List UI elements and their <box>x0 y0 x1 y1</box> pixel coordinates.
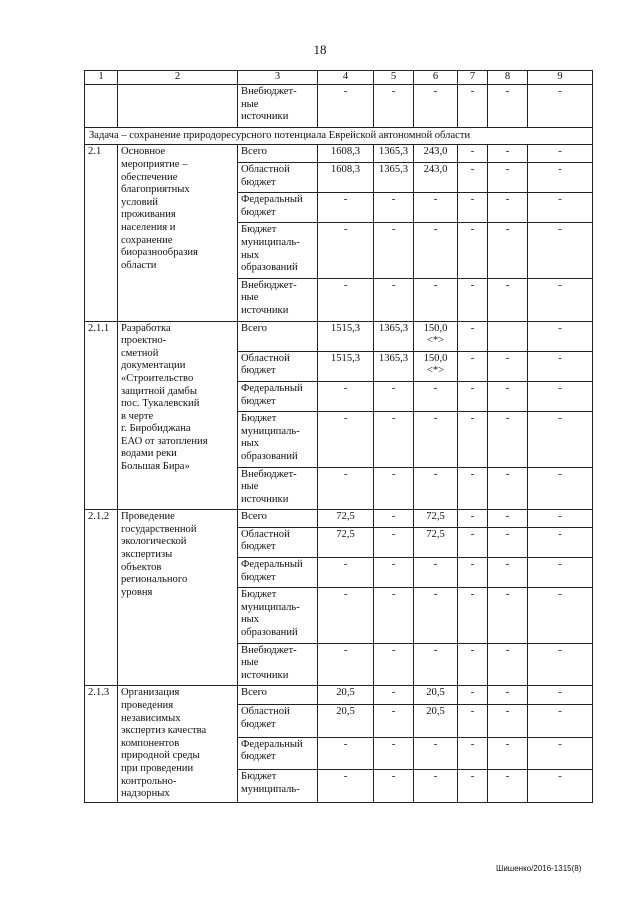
value-cell: - <box>414 588 458 643</box>
value-cell: - <box>374 588 414 643</box>
header-cell: 4 <box>318 71 374 85</box>
value-cell: - <box>458 588 488 643</box>
item-name: Разработка проектно- сметной документации «Строительство защитной дамбы пос. Тукалевский в черте г. Биробиджана ЕАО от затопления водами реки Большая Бира» <box>118 321 238 510</box>
value-cell: 150,0 <*> <box>414 351 458 381</box>
value-cell: 20,5 <box>318 686 374 705</box>
value-cell: - <box>528 193 593 223</box>
header-cell: 7 <box>458 71 488 85</box>
value-cell: - <box>458 467 488 510</box>
value-cell: - <box>318 85 374 128</box>
item-number: 2.1.3 <box>85 686 118 802</box>
header-cell: 3 <box>238 71 318 85</box>
header-row <box>85 71 593 85</box>
value-cell: - <box>414 381 458 411</box>
value-cell: - <box>374 770 414 802</box>
value-cell: - <box>488 381 528 411</box>
value-cell: - <box>528 162 593 192</box>
value-cell: - <box>374 412 414 467</box>
value-cell: - <box>488 85 528 128</box>
source-cell: Внебюджет- ные источники <box>238 467 318 510</box>
table-row <box>85 686 593 705</box>
value-cell: - <box>488 278 528 321</box>
item-name: Организация проведения независимых экспертиз качества компонентов природной среды при проведении контрольно- надзорных <box>118 686 238 802</box>
value-cell: 1365,3 <box>374 321 414 351</box>
value-cell: - <box>318 643 374 686</box>
value-cell: - <box>374 558 414 588</box>
value-cell: - <box>414 467 458 510</box>
value-cell: - <box>318 467 374 510</box>
value-cell: - <box>374 467 414 510</box>
document-code: Шишенко/2016-1315(8) <box>496 864 582 873</box>
value-cell: - <box>414 85 458 128</box>
table-row <box>85 145 593 163</box>
item-number: 2.1.2 <box>85 510 118 686</box>
source-cell: Бюджет муниципаль- ных образований <box>238 223 318 278</box>
value-cell: - <box>458 145 488 163</box>
value-cell: - <box>488 467 528 510</box>
value-cell: - <box>458 381 488 411</box>
header-cell: 1 <box>85 71 118 85</box>
value-cell: 1365,3 <box>374 145 414 163</box>
source-cell: Бюджет муниципаль- ных образований <box>238 412 318 467</box>
value-cell: - <box>458 558 488 588</box>
value-cell: - <box>528 527 593 557</box>
value-cell: 20,5 <box>414 686 458 705</box>
value-cell: - <box>318 278 374 321</box>
page-number: 18 <box>313 42 327 57</box>
value-cell: - <box>374 705 414 737</box>
table-row <box>85 510 593 528</box>
value-cell: - <box>528 686 593 705</box>
item-number: 2.1.1 <box>85 321 118 510</box>
item-name: Проведение государственной экологической экспертизы объектов регионального уровня <box>118 510 238 686</box>
value-cell: - <box>528 85 593 128</box>
source-cell: Всего <box>238 686 318 705</box>
value-cell: - <box>374 510 414 528</box>
value-cell: - <box>528 737 593 769</box>
value-cell: - <box>374 193 414 223</box>
num-cell <box>85 85 118 128</box>
value-cell: - <box>458 278 488 321</box>
source-cell: Всего <box>238 145 318 163</box>
value-cell: 72,5 <box>318 527 374 557</box>
source-cell: Федеральный бюджет <box>238 381 318 411</box>
value-cell: - <box>318 770 374 802</box>
value-cell: - <box>488 643 528 686</box>
value-cell: - <box>414 412 458 467</box>
value-cell: - <box>318 381 374 411</box>
header-cell: 8 <box>488 71 528 85</box>
value-cell: 72,5 <box>414 510 458 528</box>
value-cell: - <box>488 412 528 467</box>
value-cell: - <box>488 770 528 802</box>
value-cell: 1608,3 <box>318 145 374 163</box>
source-cell: Областной бюджет <box>238 351 318 381</box>
value-cell: - <box>318 558 374 588</box>
source-cell: Областной бюджет <box>238 705 318 737</box>
value-cell: - <box>318 588 374 643</box>
value-cell: - <box>528 223 593 278</box>
item-name: Основное мероприятие – обеспечение благоприятных условий проживания населения и сохранение биоразнообразия области <box>118 145 238 321</box>
value-cell: - <box>488 705 528 737</box>
value-cell: - <box>528 510 593 528</box>
header-cell: 2 <box>118 71 238 85</box>
source-cell: Федеральный бюджет <box>238 558 318 588</box>
value-cell: - <box>458 412 488 467</box>
value-cell: - <box>414 643 458 686</box>
value-cell: - <box>488 558 528 588</box>
value-cell: - <box>488 223 528 278</box>
value-cell: - <box>414 193 458 223</box>
value-cell: 1515,3 <box>318 321 374 351</box>
source-cell: Бюджет муниципаль- <box>238 770 318 802</box>
continuation-row <box>85 85 593 128</box>
source-cell: Внебюджет- ные источники <box>238 278 318 321</box>
value-cell: - <box>488 588 528 643</box>
value-cell: - <box>528 770 593 802</box>
header-cell: 6 <box>414 71 458 85</box>
value-cell: - <box>374 278 414 321</box>
source-cell: Внебюджет- ные источники <box>238 85 318 128</box>
value-cell: - <box>458 321 488 351</box>
value-cell: - <box>488 510 528 528</box>
value-cell: - <box>528 321 593 351</box>
value-cell: - <box>528 381 593 411</box>
name-cell <box>118 85 238 128</box>
value-cell: - <box>414 770 458 802</box>
value-cell: - <box>458 527 488 557</box>
value-cell: 20,5 <box>318 705 374 737</box>
value-cell: - <box>414 558 458 588</box>
source-cell: Бюджет муниципаль- ных образований <box>238 588 318 643</box>
value-cell: - <box>458 510 488 528</box>
value-cell: - <box>414 278 458 321</box>
value-cell: - <box>374 643 414 686</box>
value-cell: - <box>488 145 528 163</box>
value-cell: - <box>488 527 528 557</box>
value-cell: - <box>318 223 374 278</box>
value-cell: - <box>318 412 374 467</box>
value-cell: - <box>458 193 488 223</box>
value-cell: - <box>528 351 593 381</box>
value-cell: 20,5 <box>414 705 458 737</box>
value-cell: - <box>414 223 458 278</box>
value-cell <box>488 321 528 351</box>
value-cell: - <box>528 467 593 510</box>
value-cell: 72,5 <box>318 510 374 528</box>
value-cell: - <box>488 193 528 223</box>
value-cell: 243,0 <box>414 162 458 192</box>
value-cell: - <box>458 705 488 737</box>
value-cell: 150,0 <*> <box>414 321 458 351</box>
header-cell: 5 <box>374 71 414 85</box>
source-cell: Федеральный бюджет <box>238 193 318 223</box>
value-cell: - <box>458 686 488 705</box>
value-cell: - <box>458 85 488 128</box>
value-cell: - <box>488 351 528 381</box>
source-cell: Областной бюджет <box>238 527 318 557</box>
value-cell: - <box>458 770 488 802</box>
value-cell: - <box>528 412 593 467</box>
value-cell: - <box>458 351 488 381</box>
value-cell: 1365,3 <box>374 162 414 192</box>
value-cell: - <box>318 193 374 223</box>
header-cell: 9 <box>528 71 593 85</box>
value-cell: - <box>458 643 488 686</box>
task-title: Задача – сохранение природоресурсного потенциала Еврейской автономной области <box>85 127 593 145</box>
value-cell: - <box>528 588 593 643</box>
source-cell: Всего <box>238 321 318 351</box>
value-cell: - <box>374 527 414 557</box>
value-cell: - <box>488 162 528 192</box>
value-cell: - <box>528 643 593 686</box>
value-cell: - <box>488 737 528 769</box>
value-cell: 1515,3 <box>318 351 374 381</box>
value-cell: - <box>374 223 414 278</box>
value-cell: - <box>374 85 414 128</box>
value-cell: - <box>374 686 414 705</box>
source-cell: Федеральный бюджет <box>238 737 318 769</box>
source-cell: Внебюджет- ные источники <box>238 643 318 686</box>
value-cell: - <box>528 278 593 321</box>
value-cell: - <box>374 381 414 411</box>
value-cell: - <box>318 737 374 769</box>
value-cell: - <box>374 737 414 769</box>
value-cell: 1608,3 <box>318 162 374 192</box>
value-cell: - <box>528 145 593 163</box>
source-cell: Всего <box>238 510 318 528</box>
budget-table <box>84 70 593 803</box>
task-row <box>85 127 593 145</box>
value-cell: - <box>528 558 593 588</box>
value-cell: - <box>414 737 458 769</box>
source-cell: Областной бюджет <box>238 162 318 192</box>
table-row <box>85 321 593 351</box>
value-cell: - <box>528 705 593 737</box>
item-number: 2.1 <box>85 145 118 321</box>
value-cell: 1365,3 <box>374 351 414 381</box>
value-cell: 72,5 <box>414 527 458 557</box>
value-cell: - <box>458 223 488 278</box>
value-cell: 243,0 <box>414 145 458 163</box>
value-cell: - <box>488 686 528 705</box>
value-cell: - <box>458 737 488 769</box>
value-cell: - <box>458 162 488 192</box>
